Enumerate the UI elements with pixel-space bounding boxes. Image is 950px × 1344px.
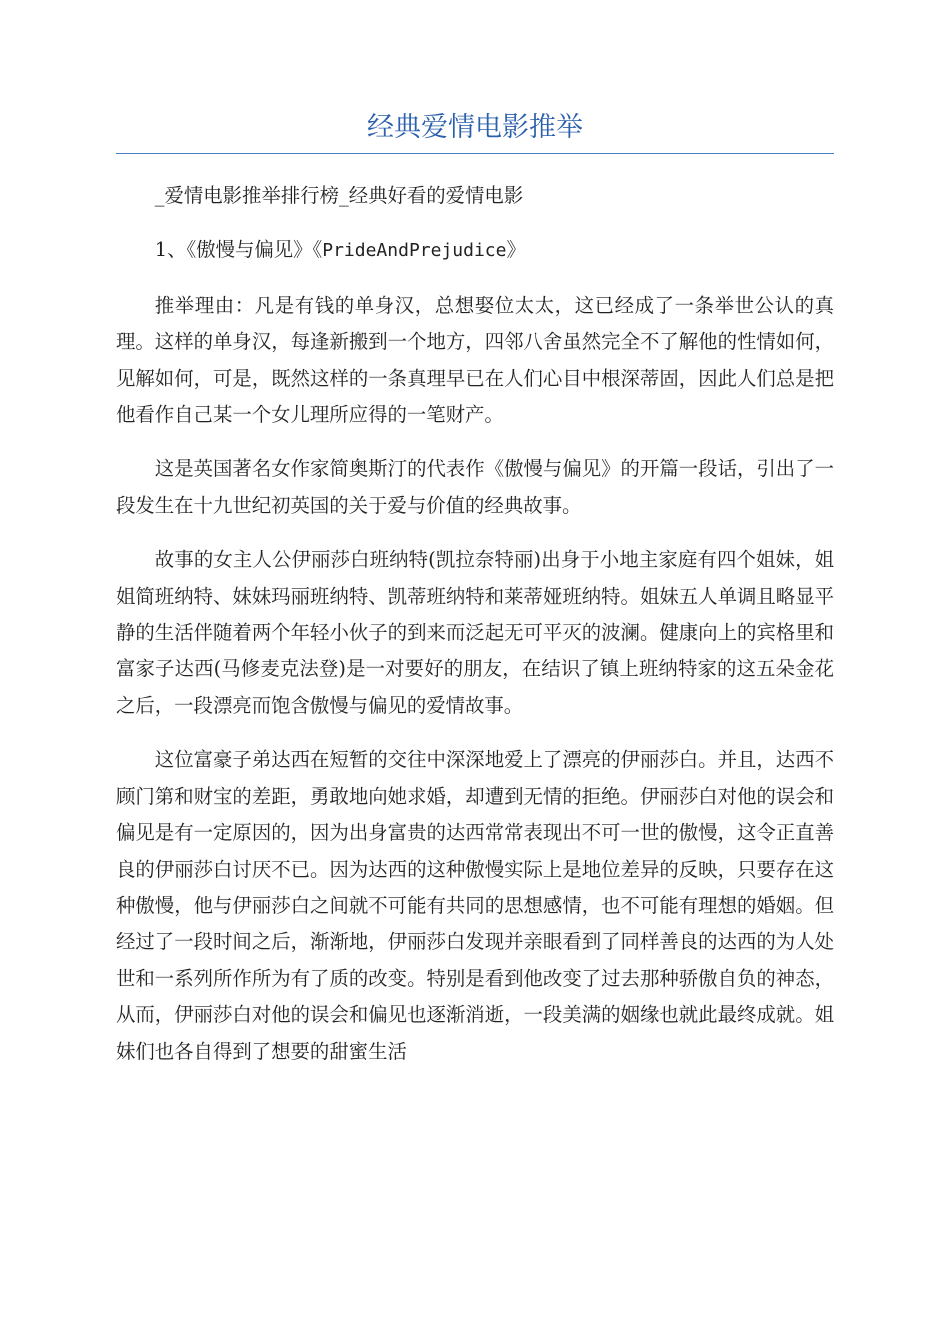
- document-body: [116, 178, 834, 1088]
- paragraph-story: 故事的女主人公伊丽莎白班纳特(凯拉奈特丽)出身于小地主家庭有四个姐妹，姐姐简班纳特、妹妹玛丽班纳特、凯蒂班纳特和莱蒂娅班纳特。姐妹五人单调且略显平静的生活伴随着两个年轻小伙子的到来而泛起无可平灭的波澜。健康向上的宾格里和富家子达西(马修麦克法登)是一对要好的朋友，在结识了镇上班纳特家的这五朵金花之后，一段漂亮而饱含傲慢与偏见的爱情故事。: [116, 548, 834, 717]
- item-heading: [116, 232, 834, 269]
- paragraph-reason: 推举理由：凡是有钱的单身汉，总想娶位太太，这已经成了一条举世公认的真理。这样的单身汉，每逢新搬到一个地方，四邻八舍虽然完全不了解他的性情如何，见解如何，可是，既然这样的一条真理早已在人们心目中根深蒂固，因此人们总是把他看作自己某一个女儿理所应得的一笔财产。: [116, 293, 834, 427]
- document-title: 经典爱情电影推举: [367, 112, 583, 143]
- paragraph-plot: 这位富豪子弟达西在短暂的交往中深深地爱上了漂亮的伊丽莎白。并且，达西不顾门第和财宝的差距，勇敢地向她求婚，却遭到无情的拒绝。伊丽莎白对他的误会和偏见是有一定原因的，因为出身富贵的达西常常表现出不可一世的傲慢，这令正直善良的伊丽莎白讨厌不已。因为达西的这种傲慢实际上是地位差异的反映，只要存在这种傲慢，他与伊丽莎白之间就不可能有共同的思想感情，也不可能有理想的婚姻。但经过了一段时间之后，渐渐地，伊丽莎白发现并亲眼看到了同样善良的达西的为人处世和一系列所作所为有了质的改变。特别是看到他改变了过去那种骄傲自负的神态，从而，伊丽莎白对他的误会和偏见也逐渐消逝，一段美满的姻缘也就此最终成就。姐妹们也各自得到了想要的甜蜜生活: [116, 748, 834, 1063]
- title-underline: [116, 153, 834, 154]
- item-heading-latin: PrideAndPrejudice: [322, 240, 507, 262]
- subtitle: _爱情电影推举排行榜_经典好看的爱情电影: [154, 184, 524, 207]
- document-page: [116, 0, 834, 1344]
- paragraph-intro: 这是英国著名女作家简奥斯汀的代表作《傲慢与偏见》的开篇一段话，引出了一段发生在十九世纪初英国的关于爱与价值的经典故事。: [116, 457, 834, 517]
- item-heading-prefix: 1、《傲慢与偏见》《: [154, 238, 323, 262]
- item-heading-suffix: 》: [506, 238, 526, 262]
